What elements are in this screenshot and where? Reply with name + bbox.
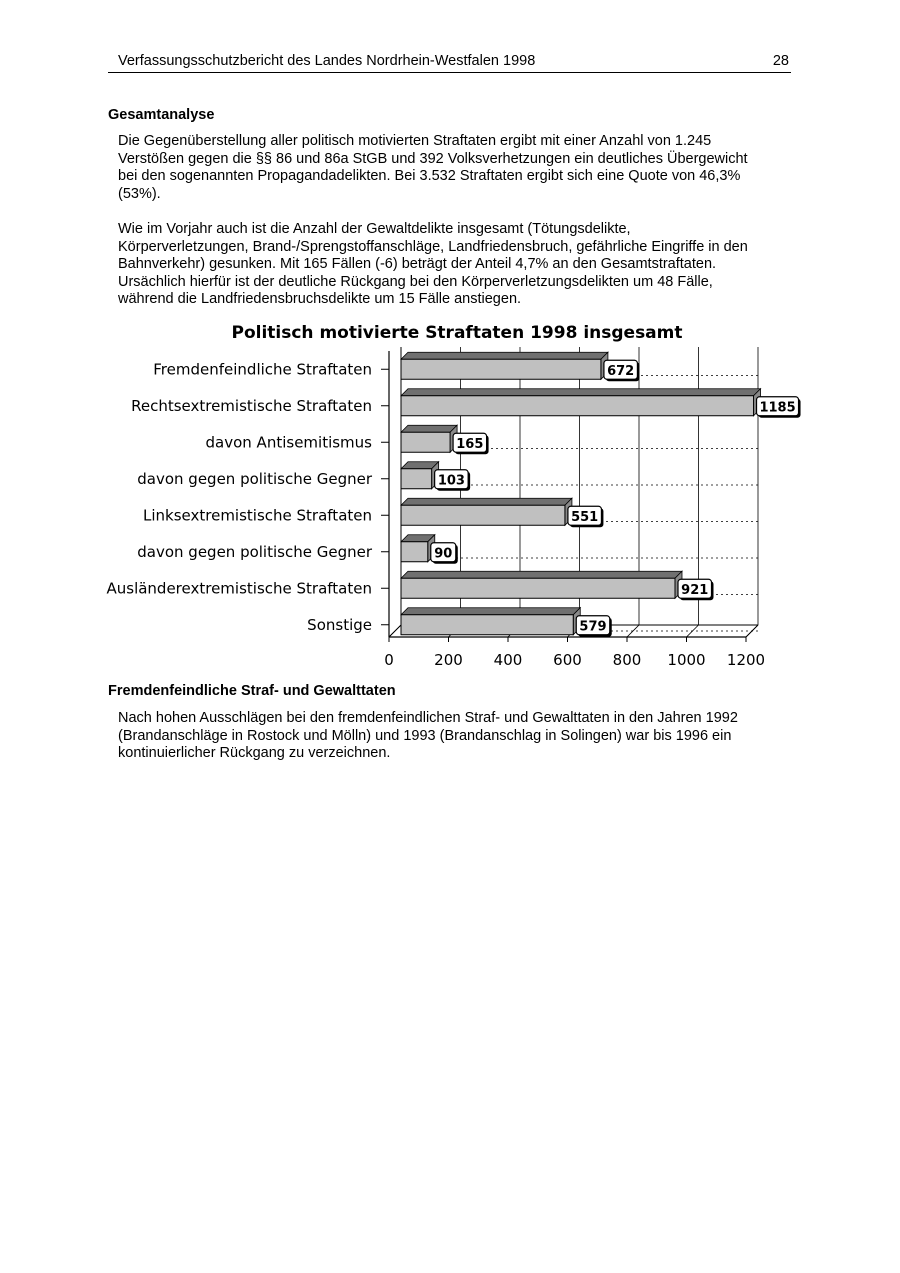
data-label: 1185 [759, 400, 796, 416]
text-line: Körperverletzungen, Brand-/Sprengstoffanschläge, Landfriedensbruch, gefährliche Eingriffe in den [118, 238, 748, 255]
text-line: Bahnverkehr) gesunken. Mit 165 Fällen (-6) beträgt der Anteil 4,7% an den Gesamtstraftaten. [118, 256, 717, 272]
x-tick-label: 400 [493, 651, 523, 669]
data-label: 579 [579, 619, 607, 635]
floor-grid-line [389, 625, 401, 637]
text-line: Verstößen gegen die §§ 86 und 86a StGB und 392 Volksverhetzungen ein deutliches Übergewicht [118, 150, 748, 167]
bar [401, 432, 450, 452]
bar [401, 615, 573, 635]
bar [401, 578, 675, 598]
bar [401, 505, 565, 525]
category-label: Rechtsextremistische Straftaten [131, 396, 372, 415]
category-label: davon gegen politische Gegner [137, 542, 372, 561]
bar-top-face [401, 389, 761, 396]
bar-top-face [401, 498, 572, 505]
bar-chart-straftaten [100, 315, 810, 687]
category-label: Linksextremistische Straftaten [143, 506, 372, 525]
text-line: Wie im Vorjahr auch ist die Anzahl der Gewaltdelikte insgesamt (Tötungsdelikte, [118, 221, 631, 237]
x-tick-label: 0 [384, 651, 394, 669]
text-line: Nach hohen Ausschlägen bei den fremdenfeindlichen Straf- und Gewalttaten in den Jahren 1992 [118, 710, 738, 726]
text-line: Ursächlich hierfür ist der deutliche Rückgang bei den Körperverletzungsdelikten um 48 Fälle, [118, 273, 713, 290]
text-line: während die Landfriedensbruchsdelikte um 15 Fälle anstiegen. [118, 291, 522, 307]
chart-bars [401, 352, 801, 637]
paragraph-propagandadelikte [118, 133, 798, 203]
x-tick-label: 1000 [667, 651, 706, 669]
paragraph-fremdenfeindlich [118, 710, 798, 763]
paragraph-gewaltdelikte [118, 221, 798, 309]
x-tick-label: 200 [434, 651, 463, 669]
text-line: (Brandanschläge in Rostock und Mölln) und 1993 (Brandanschlag in Solingen) war bis 1996 ein [118, 727, 732, 744]
page-header [108, 52, 791, 73]
category-label: davon Antisemitismus [205, 433, 372, 452]
section-heading-fremdenfeindlich: Fremdenfeindliche Straf- und Gewalttaten [108, 683, 396, 699]
page-number: 28 [772, 53, 789, 69]
text-line: (53%). [118, 185, 161, 202]
category-label: davon gegen politische Gegner [137, 469, 372, 488]
bar [401, 396, 754, 416]
text-line: kontinuierlicher Rückgang zu verzeichnen. [118, 745, 391, 761]
text-line: Die Gegenüberstellung aller politisch motivierten Straftaten ergibt mit einer Anzahl von 1.245 [118, 133, 712, 149]
data-label: 672 [607, 363, 635, 379]
bar-top-face [401, 352, 608, 359]
data-label: 90 [434, 546, 453, 562]
bar [401, 359, 601, 379]
category-label: Sonstige [307, 615, 372, 634]
bar-top-face [401, 425, 457, 432]
category-label: Fremdenfeindliche Straftaten [153, 360, 372, 379]
chart-x-ticks [384, 637, 765, 669]
bar [401, 542, 428, 562]
bar-top-face [401, 571, 682, 578]
bar [401, 469, 432, 489]
chart-category-labels [106, 360, 389, 634]
x-tick-label: 600 [553, 651, 582, 669]
section-heading-gesamtanalyse: Gesamtanalyse [108, 107, 215, 123]
x-tick-label: 1200 [726, 651, 766, 669]
chart-title: Politisch motivierte Straftaten 1998 insgesamt [231, 323, 683, 343]
document-title: Verfassungsschutzbericht des Landes Nordrhein-Westfalen 1998 [118, 53, 536, 69]
data-label: 551 [571, 509, 599, 525]
bar-top-face [401, 608, 580, 615]
category-label: Ausländerextremistische Straftaten [106, 579, 372, 598]
data-label: 921 [681, 582, 709, 598]
x-tick-label: 800 [612, 651, 642, 669]
data-label: 165 [456, 436, 484, 452]
data-label: 103 [437, 473, 465, 489]
text-line: bei den sogenannten Propagandadelikten. Bei 3.532 Straftaten ergibt sich eine Quote von 46,3% [118, 168, 741, 184]
